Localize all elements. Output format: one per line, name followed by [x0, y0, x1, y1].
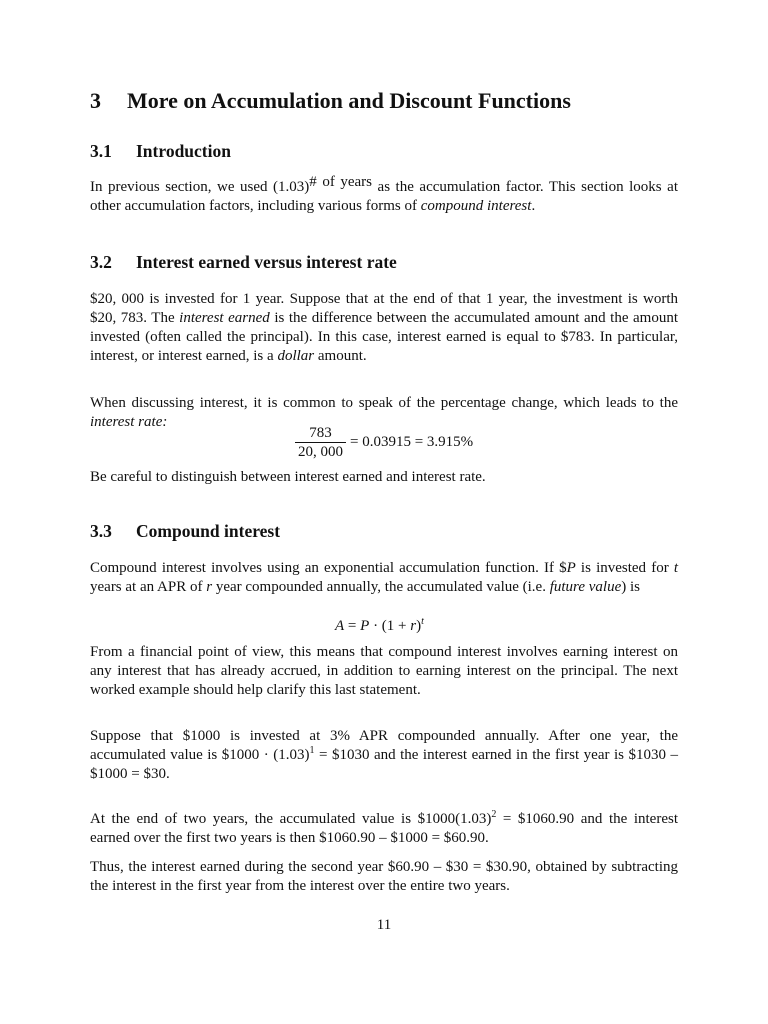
section-number: 3 [90, 88, 101, 113]
page-number: 11 [376, 917, 392, 933]
interest-rate-equation [295, 424, 473, 461]
compound-definition-paragraph: Compound interest involves using an exponential accumulation function. If $P is invested for t years at an APR of r year compounded annually, the accumulated value (i.e. future value) is [90, 560, 679, 595]
denominator: 20, 000 [298, 444, 343, 460]
subsection-heading-interest [90, 251, 678, 273]
subsection-heading-intro [90, 140, 678, 162]
example-two-years-paragraph: At the end of two years, the accumulated value is $\$1000(1.03)^2$ = $1060.90 and the interest earned over the first two years is then $1060.90 – $1000 = $60.90. [90, 809, 678, 846]
interest-rate-paragraph: When discussing interest, it is common to speak of the percentage change, which leads to the interest rate: [90, 395, 678, 430]
equation-rhs: = 0.03915 = 3.915% [350, 434, 474, 450]
compound-interest-formula: $A = P \cdot (1 + r)^t$ [335, 616, 424, 634]
subsection-number: 3.1 [90, 141, 112, 161]
exponent-years: # of years [309, 174, 372, 190]
distinguish-paragraph: Be careful to distinguish between interest earned and interest rate. [90, 469, 486, 485]
fraction [295, 424, 346, 461]
intro-paragraph: In previous section, we used $(1.03)^{\# of years}$ as the accumulation factor. This section looks at other accumulation factors, including various forms of compound interest. [90, 174, 678, 214]
section-title: More on Accumulation and Discount Functions [127, 88, 571, 113]
section-heading [90, 88, 678, 114]
subsection-heading-compound [90, 520, 678, 542]
subsection-title: Introduction [136, 141, 231, 161]
interest-earned-paragraph: $20, 000 is invested for 1 year. Suppose that at the end of that 1 year, the investment is worth $20, 783. The interest earned is the difference between the accumulated amount and the amount invested (often called the principal). In this case, interest earned is equal to $783. In particular, interest, or interest earned, is a dollar amount. [90, 291, 678, 364]
example-one-year-paragraph: Suppose that $1000 is invested at 3% APR compounded annually. After one year, the accumulated value is $1000 · $(1.03)^1$ = $1030 and the interest earned in the first year is $1030 – $1000 = $30. [90, 728, 678, 782]
subsection-number: 3.3 [90, 521, 112, 541]
subsection-number: 3.2 [90, 252, 112, 272]
subsection-title: Compound interest [136, 521, 281, 541]
numerator: 783 [295, 424, 346, 443]
financial-view-paragraph: From a financial point of view, this means that compound interest involves earning interest on any interest that has already accrued, in addition to earning interest on the principal. The next worked example should help clarify this last statement. [90, 644, 678, 698]
subsection-title: Interest earned versus interest rate [136, 252, 397, 272]
second-year-interest-paragraph: Thus, the interest earned during the second year $60.90 – $30 = $30.90, obtained by subtracting the interest in the first year from the interest over the entire two years. [90, 859, 678, 894]
